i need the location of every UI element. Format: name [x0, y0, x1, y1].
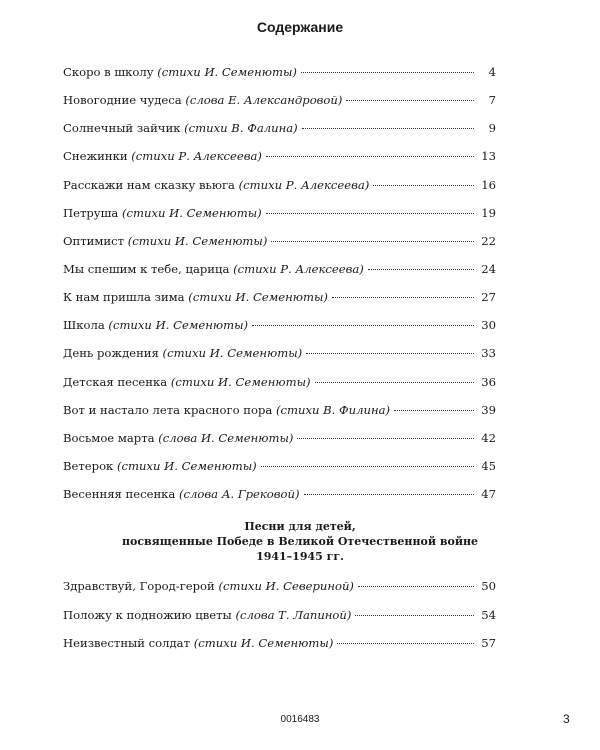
entry-page-number: 36: [481, 374, 496, 389]
page-number: 3: [563, 712, 570, 726]
entry-title: Скоро в школу: [63, 65, 154, 79]
dot-leader: [355, 615, 474, 616]
dot-leader: [346, 100, 474, 101]
entry-title: Школа: [63, 318, 105, 333]
dot-leader: [394, 410, 474, 411]
entry-credit: (слова Е. Александровой): [185, 93, 343, 108]
entry-credit: (стихи И. Семенюты): [193, 636, 334, 651]
entry-page-number: 27: [481, 290, 496, 305]
toc-entry[interactable]: [63, 171, 496, 199]
entry-page-number: 9: [488, 121, 496, 136]
entry-page-number: 24: [481, 261, 496, 276]
toc-list-songs: [63, 58, 496, 508]
entry-page-number: 7: [488, 93, 496, 108]
dot-leader: [266, 213, 474, 214]
section-heading: [0, 519, 600, 564]
entry-page-number: 4: [488, 65, 496, 79]
entry-title: Здравствуй, Город-герой: [63, 579, 215, 593]
entry-page-number: 33: [481, 346, 496, 361]
toc-entry[interactable]: [63, 58, 496, 86]
entry-credit: (стихи И. Севериной): [218, 579, 354, 593]
toc-entry[interactable]: [63, 283, 496, 311]
entry-page-number: 42: [481, 430, 496, 445]
entry-title: Снежинки: [63, 149, 128, 164]
entry-credit: (стихи Р. Алексеева): [233, 261, 364, 276]
section-heading-line: посвященные Победе в Великой Отечественной войне: [121, 535, 479, 548]
entry-credit: (стихи И. Семенюты): [170, 374, 311, 389]
entry-title: Ветерок: [63, 458, 114, 473]
section-heading-line: 1941–1945 гг.: [256, 550, 344, 563]
toc-entry[interactable]: [63, 480, 496, 508]
entry-credit: (стихи И. Семенюты): [188, 290, 328, 305]
entry-credit: (слова Т. Лапиной): [235, 607, 352, 622]
dot-leader: [337, 643, 474, 644]
entry-page-number: 22: [481, 233, 496, 248]
dot-leader: [306, 353, 474, 354]
entry-title: Неизвестный солдат: [63, 636, 190, 651]
entry-credit: (стихи Р. Алексеева): [238, 177, 370, 192]
entry-credit: (стихи И. Семенюты): [157, 65, 297, 79]
entry-title: К нам пришла зима: [63, 290, 185, 305]
entry-title: Детская песенка: [63, 374, 168, 389]
entry-credit: (стихи И. Семенюты): [127, 233, 268, 248]
entry-title: Весенняя песенка: [63, 487, 176, 502]
page-title: Содержание: [256, 19, 344, 35]
dot-leader: [373, 185, 474, 186]
toc-entry[interactable]: [63, 199, 496, 227]
entry-page-number: 30: [481, 318, 496, 333]
dot-leader: [332, 297, 474, 298]
entry-title: Солнечный зайчик: [63, 121, 181, 136]
entry-title: Оптимист: [63, 233, 125, 248]
toc-entry[interactable]: [63, 339, 496, 367]
section-heading-line: Песни для детей,: [244, 520, 356, 533]
entry-page-number: 19: [481, 205, 496, 220]
entry-credit: (стихи В. Фалина): [184, 121, 298, 136]
toc-entry[interactable]: [63, 601, 496, 630]
toc-entry[interactable]: [63, 311, 496, 339]
entry-title: Восьмое марта: [63, 430, 155, 445]
toc-entry[interactable]: [63, 572, 496, 601]
entry-credit: (стихи И. Семенюты): [117, 458, 257, 473]
entry-credit: (стихи И. Семенюты): [122, 205, 262, 220]
entry-page-number: 57: [481, 636, 496, 651]
dot-leader: [297, 438, 474, 439]
entry-title: Мы спешим к тебе, царица: [63, 261, 230, 276]
entry-credit: (стихи В. Филина): [276, 402, 391, 417]
dot-leader: [315, 382, 474, 383]
dot-leader: [271, 241, 474, 242]
toc-entry[interactable]: [63, 629, 496, 658]
dot-leader: [261, 466, 474, 467]
toc-list-victory-songs: [63, 572, 496, 658]
entry-credit: (стихи Р. Алексеева): [131, 149, 262, 164]
dot-leader: [266, 156, 474, 157]
entry-title: День рождения: [63, 346, 159, 361]
entry-page-number: 50: [481, 579, 496, 593]
entry-title: Новогодние чудеса: [63, 93, 182, 108]
entry-page-number: 45: [481, 458, 496, 473]
entry-page-number: 54: [481, 607, 496, 622]
entry-page-number: 47: [481, 487, 496, 502]
toc-entry[interactable]: [63, 86, 496, 114]
entry-title: Вот и настало лета красного пора: [63, 402, 273, 417]
entry-credit: (стихи И. Семенюты): [162, 346, 303, 361]
entry-credit: (стихи И. Семенюты): [108, 318, 249, 333]
entry-title: Петруша: [63, 205, 119, 220]
footer-code: 0016483: [280, 714, 320, 725]
toc-entry[interactable]: [63, 227, 496, 255]
entry-credit: (слова А. Грековой): [179, 487, 300, 502]
toc-entry[interactable]: [63, 255, 496, 283]
dot-leader: [302, 128, 474, 129]
entry-credit: (слова И. Семенюты): [158, 430, 294, 445]
entry-page-number: 13: [481, 149, 496, 164]
dot-leader: [301, 72, 474, 73]
dot-leader: [252, 325, 474, 326]
dot-leader: [368, 269, 474, 270]
entry-title: Расскажи нам сказку вьюга: [63, 177, 235, 192]
dot-leader: [304, 494, 475, 495]
entry-page-number: 39: [481, 402, 496, 417]
toc-entry[interactable]: [63, 452, 496, 480]
entry-title: Положу к подножию цветы: [63, 607, 232, 622]
toc-entry[interactable]: [63, 424, 496, 452]
toc-entry[interactable]: [63, 114, 496, 142]
entry-page-number: 16: [481, 177, 496, 192]
toc-entry[interactable]: [63, 142, 496, 170]
toc-entry[interactable]: [63, 368, 496, 396]
toc-entry[interactable]: [63, 396, 496, 424]
dot-leader: [358, 586, 474, 587]
